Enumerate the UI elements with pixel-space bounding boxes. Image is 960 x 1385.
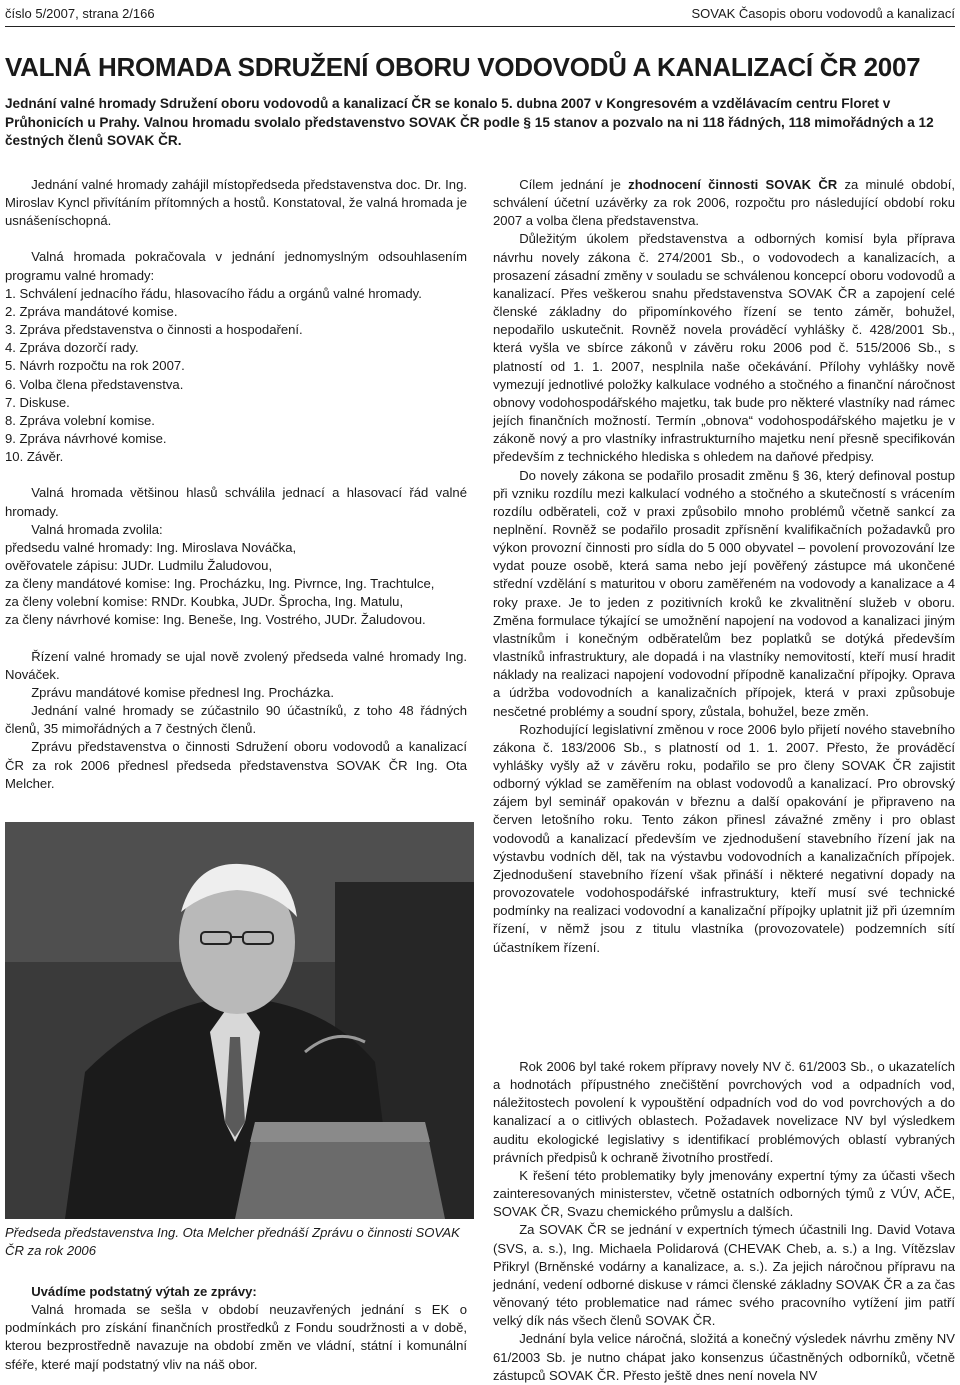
right-column-lower [493, 1058, 955, 1385]
list-item: 2. Zpráva mandátové komise. [5, 303, 178, 319]
emphasis: zhodnocení činnosti SOVAK ČR [628, 177, 838, 192]
paragraph: Valná hromada většinou hlasů schválila jednací a hlasovací řád valné hromady. [5, 485, 467, 519]
list-item: 8. Zpráva volební komise. [5, 412, 155, 428]
elected-line: za členy volební komise: RNDr. Koubka, JUDr. Šprocha, Ing. Matulu, [5, 594, 404, 610]
report-extract [5, 1283, 467, 1374]
paragraph: Zprávu mandátové komise přednesl Ing. Procházka. [31, 684, 334, 700]
right-column [493, 176, 955, 957]
elected-line: ověřovatele zápisu: JUDr. Ludmilu Žaludovou, [5, 557, 273, 573]
speaker-illustration [5, 822, 474, 1219]
list-item: 5. Návrh rozpočtu na rok 2007. [5, 358, 185, 374]
agenda-list [5, 285, 467, 467]
elected-line: předsedu valné hromady: Ing. Miroslava Nováčka, [5, 539, 297, 555]
extract-heading: Uvádíme podstatný výtah ze zprávy: [31, 1284, 257, 1299]
elected-line: za členy návrhové komise: Ing. Beneše, Ing. Vostrého, JUDr. Žaludovou. [5, 612, 426, 628]
journal-name: SOVAK Časopis oboru vodovodů a kanalizací [691, 6, 955, 21]
list-item: 6. Volba člena představenstva. [5, 376, 184, 392]
paragraph: Jednání byla velice náročná, složitá a konečný výsledek návrhu změny NV 61/2003 Sb. je nutno chápat jako konsenzus účastněných odborníků, včetně zástupců SOVAK ČR. Přesto ještě dnes není novela NV [493, 1331, 955, 1383]
list-item: 4. Zpráva dozorčí rady. [5, 340, 139, 356]
paragraph: Do novely zákona se podařilo prosadit změnu § 36, který definoval postup při vzniku rozdílu mezi kalkulací vodného a stočného a skutečností s vrácením rozdílu odběrateli, což v praxi způsobilo mnoho problémů včetně sankcí za neplnění. Rovněž se podařilo prosadit zpřísnění kvalifikačních požadavků pro výkon provozní činnosti pro sídla do 5 000 obyvatel – povolení provozování lze vydat pouze osobě, která sama nebo její pověřený zástupce má ukončené střední vzdělání s maturitou v oboru zaměřeném na vodovody a kanalizace a 4 roky praxe. Je to jeden z pozitivních kroků ke zkvalitnění služeb v oboru. Změna formulace týkající se umožnění napojení na vodovod a kanalizaci jiným vlastníkům i konečným odběratelům bez poplatků se dotýká především vlastníků infrastruktury, ale dopadá i na vlastníky nemovitostí, kteří musí hradit náklady na realizaci napojení vodovodní přípodně kanalizační přípojky. Oprava a údržba vodovodních a kanalizačních přípojek, která v praxi způsobuje nesčetné problémy a soudní spory, zůstala, bohužel, beze změn. [493, 467, 955, 719]
paragraph: Zprávu představenstva o činnosti Sdružení oboru vodovodů a kanalizací ČR za rok 2006 přednesl předseda představenstva SOVAK ČR Ing. Ota Melcher. [5, 739, 467, 791]
paragraph: Rozhodující legislativní změnou v roce 2006 bylo přijetí nového stavebního zákona č. 183/2006 Sb., s platností od 1. 1. 2007. Přesto, že prováděcí vyhlášky vyšly až v závěru roku, podařilo se pro členy SOVAK ČR zajistit odborný výklad se zaměřením na oblast vodovodů a kanalizací. Pro obrovský zájem byl seminář opakován v březnu a další opakování je připraveno na červen letošního roku. Tento zákon přinesl závažné změny i pro oblast vodovodů a kanalizací především ve zjednodušení stavebního řízení jak na výstavbu vodních děl, tak na výstavbu vodovodních a kanalizačních přípojek. Zjednodušení stavebního řízení však přináší i některé negativní dopady na provozovatele vodohospodářské infrastruktury, kteří musí své technické podmínky na realizaci vodovodní a kanalizační přípojky uplatnit již při územním řízení, v němž jsou z titulu vlastníka (provozovatele) podzemních sítí účastníkem řízení. [493, 721, 955, 955]
text-run: Cílem jednání je [519, 177, 629, 192]
text-run: za minulé období, schválení účetní uzávěrky za rok 2006, rozpočtu pro následující období roku 2007 a volba člena představenstva. [493, 177, 955, 229]
issue-info: číslo 5/2007, strana 2/166 [5, 6, 155, 21]
paragraph: Důležitým úkolem představenstva a odborných komisí byla příprava návrhu novely zákona č. 274/2001 Sb., o vodovodech a kanalizacích, a prosazení zásadní změny v souladu se schválenou koncepcí oboru vodovodů a kanalizací. Přes veškerou snahu představenstva SOVAK ČR a zapojení celé členské základny do připomínkového řízení se tento záměr, bohužel, nepodařilo uskutečnit. Rovněž novela prováděcí vyhlášky č. 428/2001 Sb., která vyšla ve sbírce zákonů v závěru roku 2006 pod č. 515/2006 Sb., s platností od 1. 1. 2007, nesplnila naše očekávání. Přílohy vyhlášky nově vymezují jednotlivé položky kalkulace vodného a stočného a finanční náročnost obnovy vodohospodářského majetku, tak bude pro některé vlastníky nad rámec jejích finančních možností. Termín „obnova“ vodohospodářského majetku je v zákoně nový a pro vlastníky infrastrukturního majetku není přesně specifikován především z technického hlediska s ohledem na daňové předpisy. [493, 231, 955, 465]
paragraph [493, 176, 955, 230]
speaker-photo [5, 822, 474, 1219]
list-item: 7. Diskuse. [5, 394, 70, 410]
list-item: 1. Schválení jednacího řádu, hlasovacího řádu a orgánů valné hromady. [5, 285, 422, 301]
article-title: VALNÁ HROMADA SDRUŽENÍ OBORU VODOVODŮ A KANALIZACÍ ČR 2007 [5, 52, 921, 82]
paragraph: Rok 2006 byl také rokem přípravy novely NV č. 61/2003 Sb., o ukazatelích a hodnotách přípustného znečištění povrchových vod a odpadních vod, náležitostech povolení k vypouštění odpadních vod do vod povrchových a do kanalizací a o citlivých oblastech. Požadavek novelizace NV byl výsledkem auditu ekologické legislativy s identifikací problémových oblastí vybraných právních předpisů k ochraně životního prostředí. [493, 1059, 955, 1165]
left-column [5, 176, 467, 793]
paragraph: K řešení této problematiky byly jmenovány expertní týmy za účasti všech zainteresovaných ministerstev, včetně ostatních odborných týmů z VÚV, AČE, SOVAK ČR, Svazu chemického průmyslu a dalších. [493, 1167, 955, 1220]
running-header [5, 0, 955, 27]
paragraph: Valná hromada pokračovala v jednání jednomyslným odsouhlasením programu valné hromady: [5, 249, 467, 283]
article-lead: Jednání valné hromady Sdružení oboru vodovodů a kanalizací ČR se konalo 5. dubna 2007 v Kongresovém a vzdělávacím centru Floret v Průhonicích u Prahy. Valnou hromadu svolalo představenstvo SOVAK ČR podle § 15 stanov a pozvalo na ni 118 řádných, 118 mimořádných a 12 čestných členů SOVAK ČR. [5, 96, 934, 149]
paragraph: Valná hromada se sešla v období neuzavřených jednání s EK o podmínkách pro získání finančních prostředků z Fondu soudržnosti a v době, kterou bezprostředně navazuje na období změn ve vládní, státní i komunální sféře, které mají podstatný vliv na náš obor. [5, 1302, 467, 1372]
list-item: 3. Zpráva představenstva o činnosti a hospodaření. [5, 322, 303, 338]
photo-caption: Předseda představenstva Ing. Ota Melcher přednáší Zprávu o činnosti SOVAK ČR za rok 2006 [5, 1225, 460, 1259]
paragraph: Jednání valné hromady se zúčastnilo 90 účastníků, z toho 48 řádných členů, 35 mimořádných a 7 čestných členů. [5, 703, 467, 737]
elected-line: za členy mandátové komise: Ing. Procházku, Ing. Pivrnce, Ing. Trachtulce, [5, 576, 435, 592]
paragraph: Jednání valné hromady zahájil místopředseda představenstva doc. Dr. Ing. Miroslav Kyncl přivítáním přítomných a hostů. Konstatoval, že valná hromada je usnášeníschopná. [5, 177, 467, 229]
paragraph: Řízení valné hromady se ujal nově zvolený předseda valné hromady Ing. Nováček. [5, 648, 467, 682]
paragraph: Valná hromada zvolila: [31, 521, 163, 537]
list-item: 10. Závěr. [5, 449, 64, 465]
paragraph: Za SOVAK ČR se jednání v expertních týmech účastnili Ing. David Votava (SVS, a. s.), Ing. Michaela Polidarová (CHEVAK Cheb, a. s.) a Ing. Vítězslav Přikryl (Brněnské vodárny a kanalizace, a. s.). Za jejich náročnou přípravu na jednání, vedení odborné diskuse v rámci členské základny SOVAK ČR a za čas věnovaný této problematice nad rámec svého pracovního vytížení jim patří velký dík nás všech členů SOVAK ČR. [493, 1222, 955, 1329]
list-item: 9. Zpráva návrhové komise. [5, 431, 167, 447]
